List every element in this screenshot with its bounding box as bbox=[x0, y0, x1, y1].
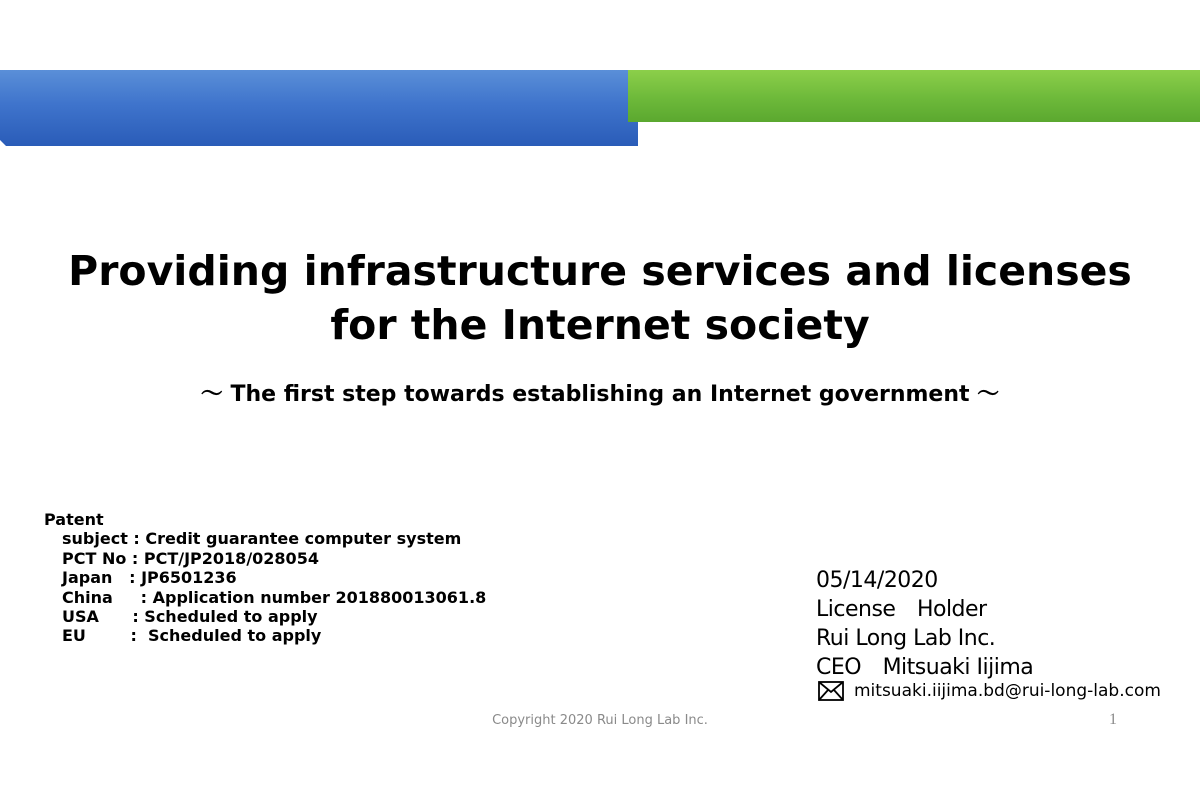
page-number: 1 bbox=[1109, 711, 1117, 728]
holder-role: License Holder bbox=[816, 597, 987, 622]
patent-eu: EU : Scheduled to apply bbox=[62, 626, 322, 646]
holder-ceo: CEO Mitsuaki Iijima bbox=[816, 655, 1034, 680]
footer-copyright: Copyright 2020 Rui Long Lab Inc. bbox=[492, 713, 708, 728]
title-line-2: for the Internet society bbox=[330, 301, 870, 349]
holder-company: Rui Long Lab Inc. bbox=[816, 626, 996, 651]
header-bar-green bbox=[628, 70, 1200, 122]
slide-title bbox=[0, 244, 1200, 352]
holder-email[interactable]: mitsuaki.iijima.bd@rui-long-lab.com bbox=[854, 681, 1161, 701]
title-line-1: Providing infrastructure services and licenses bbox=[68, 247, 1132, 295]
license-holder-block bbox=[816, 566, 1033, 682]
patent-subject: subject : Credit guarantee computer system bbox=[62, 529, 462, 549]
patent-heading: Patent bbox=[44, 510, 104, 529]
patent-usa: USA : Scheduled to apply bbox=[62, 607, 318, 627]
patent-pct-number: PCT No : PCT/JP2018/028054 bbox=[62, 548, 319, 568]
slide-subtitle: ～ The first step towards establishing an Internet government ～ bbox=[200, 382, 1000, 407]
holder-date: 05/14/2020 bbox=[816, 568, 938, 593]
header-bar-blue bbox=[0, 70, 638, 146]
patent-block bbox=[44, 510, 486, 646]
patent-japan: Japan : JP6501236 bbox=[62, 568, 237, 588]
email-row bbox=[818, 681, 1161, 701]
patent-china: China : Application number 201880013061.8 bbox=[62, 587, 487, 607]
envelope-icon bbox=[818, 681, 844, 701]
